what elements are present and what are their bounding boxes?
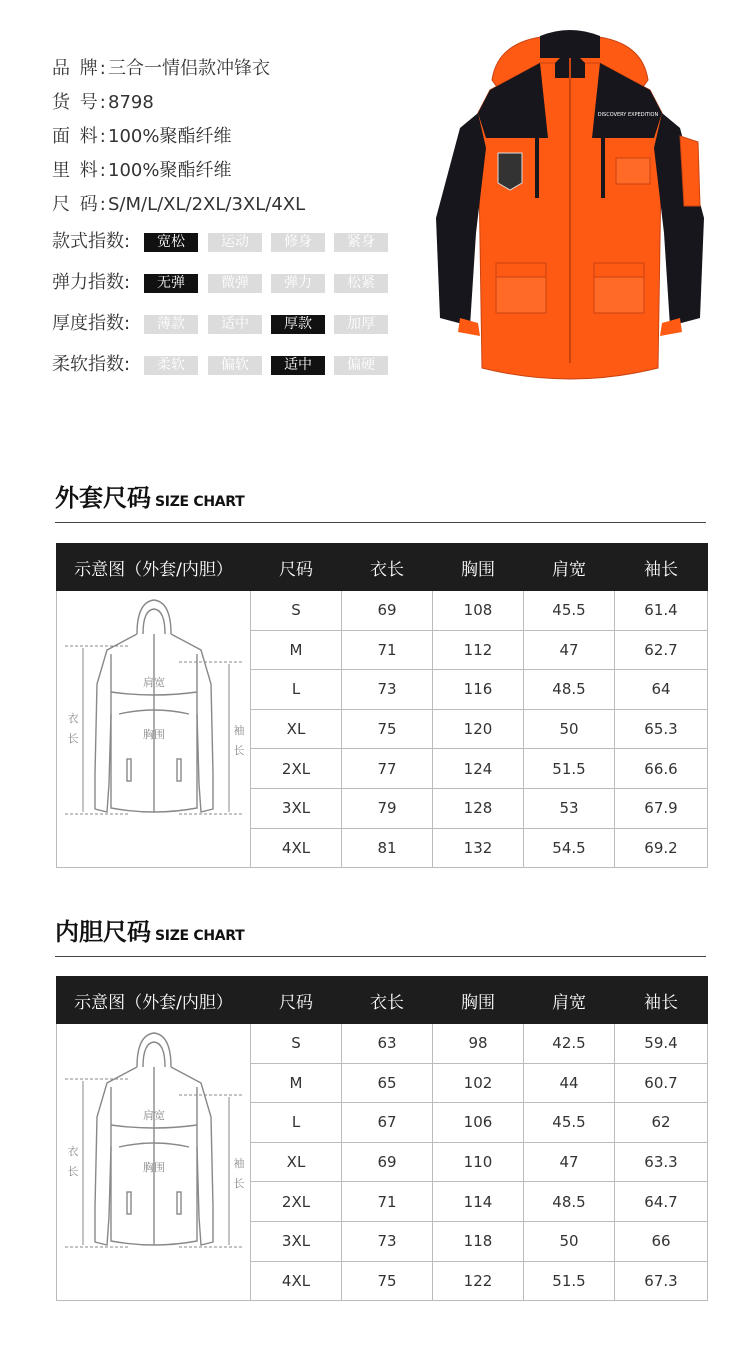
index-option-selected: 适中 <box>271 356 325 375</box>
measure-cell: 114 <box>433 1182 524 1222</box>
column-header: 袖长 <box>615 544 708 591</box>
inner-size-title <box>55 912 244 947</box>
column-header: 尺码 <box>251 977 342 1024</box>
measure-cell: 73 <box>342 670 433 710</box>
chest-label: 胸围 <box>142 728 165 742</box>
measure-cell: 48.5 <box>524 1182 615 1222</box>
measure-cell: 63 <box>342 1024 433 1064</box>
table-row <box>57 591 708 631</box>
inner-divider <box>55 956 706 957</box>
measure-cell: 44 <box>524 1063 615 1103</box>
measure-cell: 66.6 <box>615 749 708 789</box>
measure-cell: 73 <box>342 1221 433 1261</box>
measure-cell: 54.5 <box>524 828 615 868</box>
measure-cell: 77 <box>342 749 433 789</box>
index-option: 加厚 <box>334 315 388 334</box>
measure-cell: 64.7 <box>615 1182 708 1222</box>
sleeve-label-1: 袖 <box>233 724 244 738</box>
sku-value: 8798 <box>108 92 154 113</box>
brand-row <box>52 57 270 81</box>
measure-cell: 47 <box>524 630 615 670</box>
measure-cell: 64 <box>615 670 708 710</box>
outer-size-title <box>55 478 244 513</box>
jacket-logo: DISCOVERY EXPEDITION <box>597 112 659 118</box>
outer-title-text: 外套尺码 <box>55 484 151 512</box>
garment-diagram <box>59 594 249 864</box>
lining-value: 100%聚酯纤维 <box>108 160 232 181</box>
measure-cell: 75 <box>342 1261 433 1301</box>
measure-cell: 112 <box>433 630 524 670</box>
length-label-2: 长 <box>67 1165 78 1179</box>
measure-cell: 122 <box>433 1261 524 1301</box>
size-cell: 4XL <box>251 828 342 868</box>
size-cell: 3XL <box>251 788 342 828</box>
measure-cell: 53 <box>524 788 615 828</box>
column-header: 胸围 <box>433 544 524 591</box>
size-cell: L <box>251 670 342 710</box>
index-option: 薄款 <box>144 315 198 334</box>
index-option: 松紧 <box>334 274 388 293</box>
index-option: 微弹 <box>208 274 262 293</box>
jacket-product-image <box>430 18 710 388</box>
measure-cell: 69.2 <box>615 828 708 868</box>
measure-cell: 106 <box>433 1103 524 1143</box>
fabric-row <box>52 125 231 149</box>
measure-cell: 48.5 <box>524 670 615 710</box>
measure-cell: 47 <box>524 1142 615 1182</box>
measure-cell: 71 <box>342 630 433 670</box>
sleeve-label-2: 长 <box>233 744 244 758</box>
index-option: 修身 <box>271 233 325 252</box>
measure-cell: 59.4 <box>615 1024 708 1064</box>
size-cell: M <box>251 630 342 670</box>
measure-cell: 110 <box>433 1142 524 1182</box>
column-header: 肩宽 <box>524 544 615 591</box>
measure-cell: 42.5 <box>524 1024 615 1064</box>
lining-row <box>52 159 231 183</box>
measure-cell: 69 <box>342 591 433 631</box>
measure-cell: 67.3 <box>615 1261 708 1301</box>
measure-cell: 79 <box>342 788 433 828</box>
sleeve-label-2: 长 <box>233 1177 244 1191</box>
index-option: 偏硬 <box>334 356 388 375</box>
measure-cell: 102 <box>433 1063 524 1103</box>
index-option: 运动 <box>208 233 262 252</box>
measure-cell: 98 <box>433 1024 524 1064</box>
measure-cell: 116 <box>433 670 524 710</box>
size-cell: XL <box>251 709 342 749</box>
size-cell: 2XL <box>251 1182 342 1222</box>
sleeve-label-1: 袖 <box>233 1157 244 1171</box>
measure-cell: 75 <box>342 709 433 749</box>
index-label: 款式指数: <box>52 231 131 252</box>
outer-divider <box>55 522 706 523</box>
column-header: 示意图（外套/内胆） <box>57 977 251 1024</box>
measure-cell: 50 <box>524 709 615 749</box>
size-cell: S <box>251 591 342 631</box>
measure-cell: 67.9 <box>615 788 708 828</box>
size-cell: M <box>251 1063 342 1103</box>
inner-title-text: 内胆尺码 <box>55 918 151 946</box>
measure-cell: 60.7 <box>615 1063 708 1103</box>
index-option-selected: 宽松 <box>144 233 198 252</box>
diagram-cell <box>57 1024 251 1301</box>
column-header: 胸围 <box>433 977 524 1024</box>
index-option: 偏软 <box>208 356 262 375</box>
outer-size-table <box>56 543 708 868</box>
inner-subtitle: SIZE CHART <box>155 928 245 944</box>
chest-label: 胸围 <box>142 1161 165 1175</box>
size-cell: 3XL <box>251 1221 342 1261</box>
measure-cell: 66 <box>615 1221 708 1261</box>
table-row <box>57 1024 708 1064</box>
measure-cell: 108 <box>433 591 524 631</box>
garment-diagram <box>59 1027 249 1297</box>
measure-cell: 51.5 <box>524 1261 615 1301</box>
index-option: 柔软 <box>144 356 198 375</box>
measure-cell: 51.5 <box>524 749 615 789</box>
table-header-row <box>57 544 708 591</box>
shoulder-label: 肩宽 <box>142 676 165 690</box>
measure-cell: 67 <box>342 1103 433 1143</box>
measure-cell: 65.3 <box>615 709 708 749</box>
measure-cell: 69 <box>342 1142 433 1182</box>
measure-cell: 45.5 <box>524 591 615 631</box>
fabric-label: 面 料: <box>52 126 108 147</box>
index-label: 弹力指数: <box>52 272 131 293</box>
length-label-1: 衣 <box>67 1145 78 1159</box>
sku-label: 货 号: <box>52 92 108 113</box>
size-cell: 2XL <box>251 749 342 789</box>
measure-cell: 132 <box>433 828 524 868</box>
measure-cell: 120 <box>433 709 524 749</box>
index-option-selected: 厚款 <box>271 315 325 334</box>
measure-cell: 65 <box>342 1063 433 1103</box>
measure-cell: 50 <box>524 1221 615 1261</box>
column-header: 尺码 <box>251 544 342 591</box>
measure-cell: 45.5 <box>524 1103 615 1143</box>
index-label: 厚度指数: <box>52 313 131 334</box>
index-option: 弹力 <box>271 274 325 293</box>
size-range-row <box>52 193 305 217</box>
outer-subtitle: SIZE CHART <box>155 494 245 510</box>
length-label-2: 长 <box>67 732 78 746</box>
index-label: 柔软指数: <box>52 354 131 375</box>
size-cell: L <box>251 1103 342 1143</box>
sku-row <box>52 91 154 115</box>
diagram-cell <box>57 591 251 868</box>
table-header-row <box>57 977 708 1024</box>
shoulder-label: 肩宽 <box>142 1109 165 1123</box>
index-option: 紧身 <box>334 233 388 252</box>
brand-value: 三合一情侣款冲锋衣 <box>108 58 270 79</box>
measure-cell: 128 <box>433 788 524 828</box>
measure-cell: 118 <box>433 1221 524 1261</box>
column-header: 袖长 <box>615 977 708 1024</box>
measure-cell: 63.3 <box>615 1142 708 1182</box>
index-option: 适中 <box>208 315 262 334</box>
size-cell: XL <box>251 1142 342 1182</box>
size-cell: S <box>251 1024 342 1064</box>
inner-size-table <box>56 976 708 1301</box>
column-header: 衣长 <box>342 977 433 1024</box>
lining-label: 里 料: <box>52 160 108 181</box>
measure-cell: 62.7 <box>615 630 708 670</box>
measure-cell: 61.4 <box>615 591 708 631</box>
size-range-value: S/M/L/XL/2XL/3XL/4XL <box>108 194 306 215</box>
column-header: 衣长 <box>342 544 433 591</box>
size-cell: 4XL <box>251 1261 342 1301</box>
size-range-label: 尺 码: <box>52 194 108 215</box>
column-header: 肩宽 <box>524 977 615 1024</box>
length-label-1: 衣 <box>67 712 78 726</box>
measure-cell: 71 <box>342 1182 433 1222</box>
fabric-value: 100%聚酯纤维 <box>108 126 232 147</box>
brand-label: 品 牌: <box>52 58 108 79</box>
measure-cell: 81 <box>342 828 433 868</box>
measure-cell: 124 <box>433 749 524 789</box>
measure-cell: 62 <box>615 1103 708 1143</box>
index-option-selected: 无弹 <box>144 274 198 293</box>
column-header: 示意图（外套/内胆） <box>57 544 251 591</box>
